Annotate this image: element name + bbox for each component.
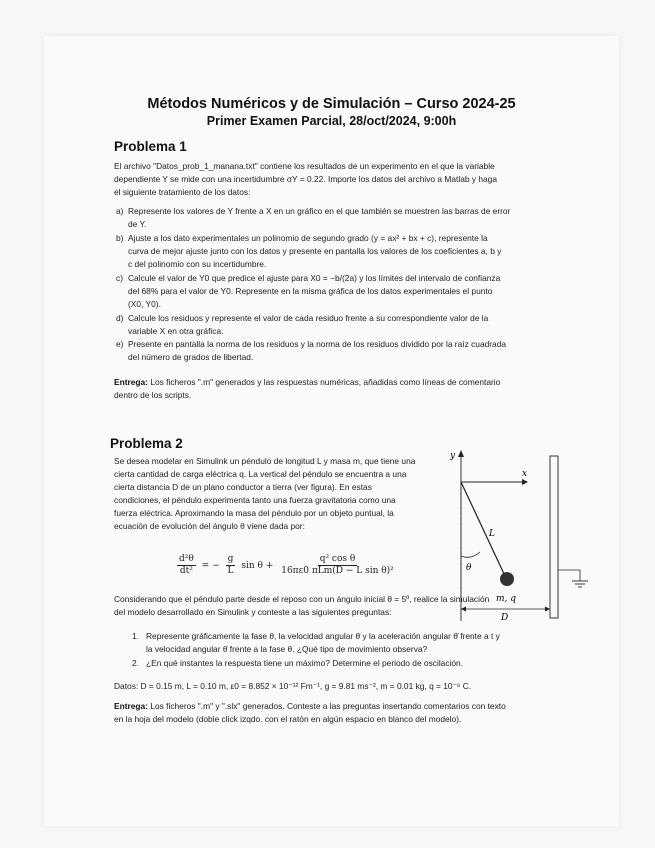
item-line: curva de mejor ajuste junto con los datos y presente en pantalla los valores de los coeficientes a, b y	[128, 246, 502, 256]
theta-label: θ	[466, 563, 472, 573]
x-axis-label: x	[522, 469, 528, 479]
entrega-label: Entrega:	[114, 701, 148, 711]
lhs-denominator: dt²	[179, 566, 193, 576]
exam-title: Métodos Numéricos y de Simulación – Curso 2024-25	[147, 96, 516, 112]
problema2-datos: Datos: D = 0.15 m, L = 0.10 m, ε0 = 8.852 × 10⁻¹² Fm⁻¹, g = 9.81 ms⁻², m = 0.01 kg, q = 10⁻⁶ C.	[114, 681, 472, 691]
g-fraction	[226, 554, 236, 577]
question-2	[132, 657, 584, 670]
item-line: de Y.	[128, 219, 147, 229]
q-denominator: 16πε0 πLm(D − L sin θ)²	[281, 566, 394, 576]
question-marker: 1.	[132, 631, 139, 641]
y-axis-label: y	[450, 451, 456, 461]
item-line: Presente en pantalla la norma de los residuos y la norma de los residuos dividido por la raíz cuadrada	[128, 339, 507, 349]
problema2-entrega	[114, 700, 584, 726]
intro-line: dependiente Y se mide con una incertidumbre σY = 0.22. Importe los datos del archivo a Matlab y haga	[114, 174, 497, 184]
entrega-text: Los ficheros ".m" y ".slx" generados. Conteste a las preguntas insertando comentarios con texto	[150, 701, 506, 711]
problema1-entrega	[114, 376, 584, 402]
list-item-c	[116, 272, 584, 311]
list-item-a	[116, 205, 584, 231]
problema1-heading: Problema 1	[114, 139, 187, 154]
item-line: c del polinomio con su incertidumbre.	[128, 259, 267, 269]
g-denominator: L	[227, 566, 234, 576]
intro-line: condiciones, el péndulo experimenta tanto una fuerza gravitatoria como una	[114, 495, 396, 505]
intro-line: ecuación de evolución del ángulo θ viene dada por:	[114, 521, 305, 531]
entrega-label: Entrega:	[114, 377, 148, 387]
intro-line: cierta distancia D de un plano conductor a tierra (ver figura). En estas	[114, 482, 372, 492]
intro-line: Se desea modelar en Simulink un péndulo de longitud L y masa m, que tiene una	[114, 456, 416, 466]
problema2-conditions	[114, 593, 584, 619]
intro-line: cierta cantidad de carga eléctrica q. La vertical del péndulo se encuentra a una	[114, 469, 407, 479]
item-line: del 68% para el valor de Y0. Represente en la misma gráfica de los datos experimentales el punto	[128, 286, 493, 296]
exam-sheet	[44, 36, 619, 826]
item-line: (X0, Y0).	[128, 299, 161, 309]
list-item-d	[116, 312, 584, 338]
problema1-intro	[114, 160, 584, 199]
equation-of-motion	[174, 554, 399, 577]
question-line: Represente gráficamente la fase θ, la velocidad angular θ̇ y la aceleración angular θ̈ frente a t y	[146, 631, 500, 641]
q-fraction	[279, 554, 396, 577]
pendulum-mass	[500, 572, 514, 586]
list-marker: d)	[116, 313, 124, 323]
y-axis-arrow	[458, 450, 464, 457]
sin-term: sin θ +	[241, 561, 274, 571]
x-axis-arrow	[522, 479, 528, 485]
list-marker: a)	[116, 206, 124, 216]
g-numerator: g	[227, 554, 234, 564]
mass-charge-label: m, q	[496, 594, 517, 604]
list-item-b	[116, 232, 584, 271]
intro-line: fuerza eléctrica. Aproximando la masa del péndulo por un objeto puntual, la	[114, 508, 394, 518]
item-line: variable X en otra gráfica.	[128, 326, 224, 336]
item-line: Calcule los residuos y represente el valor de cada residuo frente a su correspondiente valor de la	[128, 313, 489, 323]
problema2-heading: Problema 2	[110, 436, 183, 451]
theta-arc	[461, 552, 480, 557]
list-marker: e)	[116, 339, 124, 349]
lhs-fraction	[177, 554, 196, 577]
question-line: la velocidad angular θ̇ frente a la fase θ. ¿Qué tipo de movimiento observa?	[146, 644, 428, 654]
entrega-text: Los ficheros ".m" generados y las respuestas numéricas, añadidas como líneas de comentario	[150, 377, 501, 387]
distance-label: D	[501, 613, 509, 623]
question-1	[132, 630, 584, 656]
problema2-intro	[114, 455, 444, 533]
list-marker: b)	[116, 233, 124, 243]
item-line: Calcule el valor de Y0 que predice el ajuste para X0 = −b/(2a) y los límites del intervalo de confianza	[128, 273, 501, 283]
q-numerator: q² cos θ	[319, 554, 356, 564]
list-item-e	[116, 338, 584, 364]
equals-sign: = −	[201, 561, 220, 571]
lhs-numerator: d²θ	[179, 554, 194, 564]
pendulum-rod	[461, 482, 505, 576]
conditions-line: Considerando que el péndulo parte desde el reposo con un ángulo inicial θ = 5º, realice la simulación	[114, 594, 490, 604]
question-line: ¿En qué instantes la respuesta tiene un máximo? Determine el periodo de oscilación.	[146, 658, 464, 668]
intro-line: El archivo "Datos_prob_1_manana.txt" contiene los resultados de un experimento en el que la variable	[114, 161, 495, 171]
item-line: Ajuste a los dato experimentales un polinomio de segundo grado (y = ax² + bx + c), represente la	[128, 233, 488, 243]
length-label: L	[489, 529, 495, 539]
conditions-line: del modelo desarrollado en Simulink y conteste a las siguientes preguntas:	[114, 607, 392, 617]
intro-line: el siguiente tratamiento de los datos:	[114, 187, 251, 197]
entrega-text: dentro de los scripts.	[114, 390, 192, 400]
item-line: Represente los valores de Y frente a X en un gráfico en el que también se muestren las barras de error	[128, 206, 511, 216]
entrega-text: en la hoja del modelo (doble click izqdo. con el ratón en algún espacio en blanco del modelo).	[114, 714, 462, 724]
item-line: del número de grados de libertad.	[128, 352, 254, 362]
exam-subtitle: Primer Examen Parcial, 28/oct/2024, 9:00h	[206, 114, 457, 128]
list-marker: c)	[116, 273, 123, 283]
question-marker: 2.	[132, 658, 139, 668]
